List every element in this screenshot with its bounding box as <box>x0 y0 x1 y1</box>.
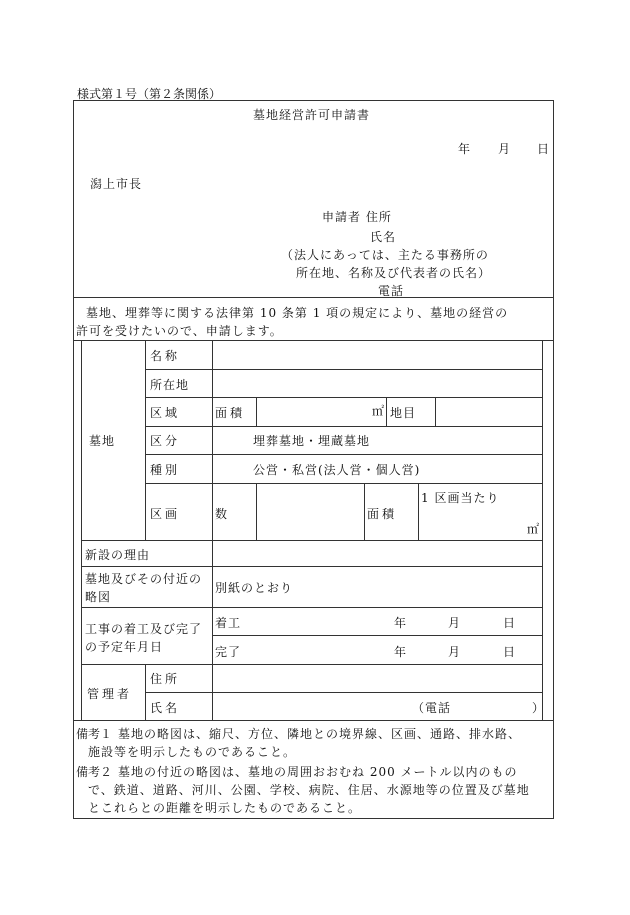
applicant-address-label: 申請者 住所 <box>322 210 392 224</box>
remark-2-head: 備考２ <box>76 765 113 779</box>
remark-1-head: 備考１ <box>76 727 113 741</box>
remark-2-line-2: で、鉄道、道路、河川、公園、学校、病院、住居、水源地等の位置及び墓地 <box>88 783 530 797</box>
chimoku-label: 地目 <box>390 406 417 420</box>
cemetery-area-label: 区域 <box>150 406 181 420</box>
plot-label: 区画 <box>150 507 181 521</box>
applicant-note-1: （法人にあっては、主たる事務所の <box>281 248 489 262</box>
grid-line <box>386 397 387 426</box>
construction-label-1: 工事の着工及び完了 <box>85 622 203 636</box>
grid-line <box>145 340 146 540</box>
sqm-unit: ㎡ <box>372 404 385 418</box>
end-month: 月 <box>448 645 461 659</box>
start-day: 日 <box>503 616 516 630</box>
construction-start-label: 着工 <box>215 616 242 630</box>
sketch-label-1: 墓地及びその付近の <box>85 572 203 586</box>
grid-line <box>145 692 542 693</box>
grid-line <box>256 483 257 540</box>
grid-line <box>256 397 257 426</box>
grid-line <box>145 454 542 455</box>
grid-line <box>81 540 542 541</box>
grid-line <box>81 340 82 720</box>
date-month: 月 <box>498 142 511 156</box>
statement-line-2: 許可を受けたいので、申請します。 <box>76 324 283 338</box>
grid-line <box>435 397 436 426</box>
construction-label-2: の予定年月日 <box>85 640 164 654</box>
manager-label: 管理者 <box>87 687 133 701</box>
type-label: 種別 <box>150 463 181 477</box>
remark-1-line-1: 墓地の略図は、縮尺、方位、隣地との境界線、区画、通路、排水路、 <box>118 727 522 741</box>
category-value: 埋葬墓地・埋蔵墓地 <box>253 434 371 448</box>
grid-line <box>145 483 542 484</box>
plot-area-label: 面積 <box>367 507 398 521</box>
sketch-value: 別紙のとおり <box>215 581 294 595</box>
end-day: 日 <box>503 645 516 659</box>
manager-phone-open: （電話 <box>412 701 452 715</box>
grid-line <box>145 369 542 370</box>
form-title: 墓地経営許可申請書 <box>253 108 371 122</box>
applicant-phone-label: 電話 <box>378 284 405 298</box>
applicant-note-2: 所在地、名称及び代表者の氏名） <box>296 266 492 280</box>
grid-line <box>145 397 542 398</box>
start-year: 年 <box>394 616 407 630</box>
remark-2-line-1: 墓地の付近の略図は、墓地の周囲おおむね 200 メートル以内のもの <box>118 765 518 779</box>
remark-2-line-3: とこれらとの距離を明示したものであること。 <box>88 801 362 815</box>
reason-label: 新設の理由 <box>85 548 151 562</box>
grid-line <box>81 664 542 665</box>
start-month: 月 <box>448 616 461 630</box>
grid-line <box>73 720 554 721</box>
cemetery-location-label: 所在地 <box>150 378 190 392</box>
end-year: 年 <box>394 645 407 659</box>
remark-1-line-2: 施設等を明示したものであること。 <box>88 745 297 759</box>
grid-line <box>81 607 542 608</box>
divider <box>73 297 554 298</box>
date-year: 年 <box>458 142 471 156</box>
addressee: 潟上市長 <box>90 177 143 191</box>
grid-line <box>145 426 542 427</box>
menseki-label: 面積 <box>215 406 246 420</box>
plot-count-label: 数 <box>215 507 228 521</box>
construction-end-label: 完了 <box>215 645 242 659</box>
form-number: 様式第１号（第２条関係） <box>77 87 222 101</box>
cemetery-name-label: 名称 <box>150 349 181 363</box>
cemetery-group-label: 墓地 <box>89 434 116 448</box>
applicant-name-label: 氏名 <box>370 230 397 244</box>
grid-line <box>542 340 543 720</box>
category-label: 区分 <box>150 434 181 448</box>
manager-address-label: 住所 <box>150 672 181 686</box>
grid-line <box>418 483 419 540</box>
date-day: 日 <box>537 142 550 156</box>
manager-phone-close: ） <box>532 701 545 715</box>
statement-line-1: 墓地、埋葬等に関する法律第 10 条第 1 項の規定により、墓地の経営の <box>86 306 509 320</box>
sketch-label-2: 略図 <box>85 590 112 604</box>
per-plot-unit: ㎡ <box>527 522 540 536</box>
grid-line <box>81 566 542 567</box>
grid-line <box>212 635 542 636</box>
manager-name-label: 氏名 <box>150 701 181 715</box>
grid-line <box>364 483 365 540</box>
type-value: 公営・私営(法人営・個人営) <box>253 463 421 477</box>
per-plot-label: 1 区画当たり <box>421 491 500 505</box>
